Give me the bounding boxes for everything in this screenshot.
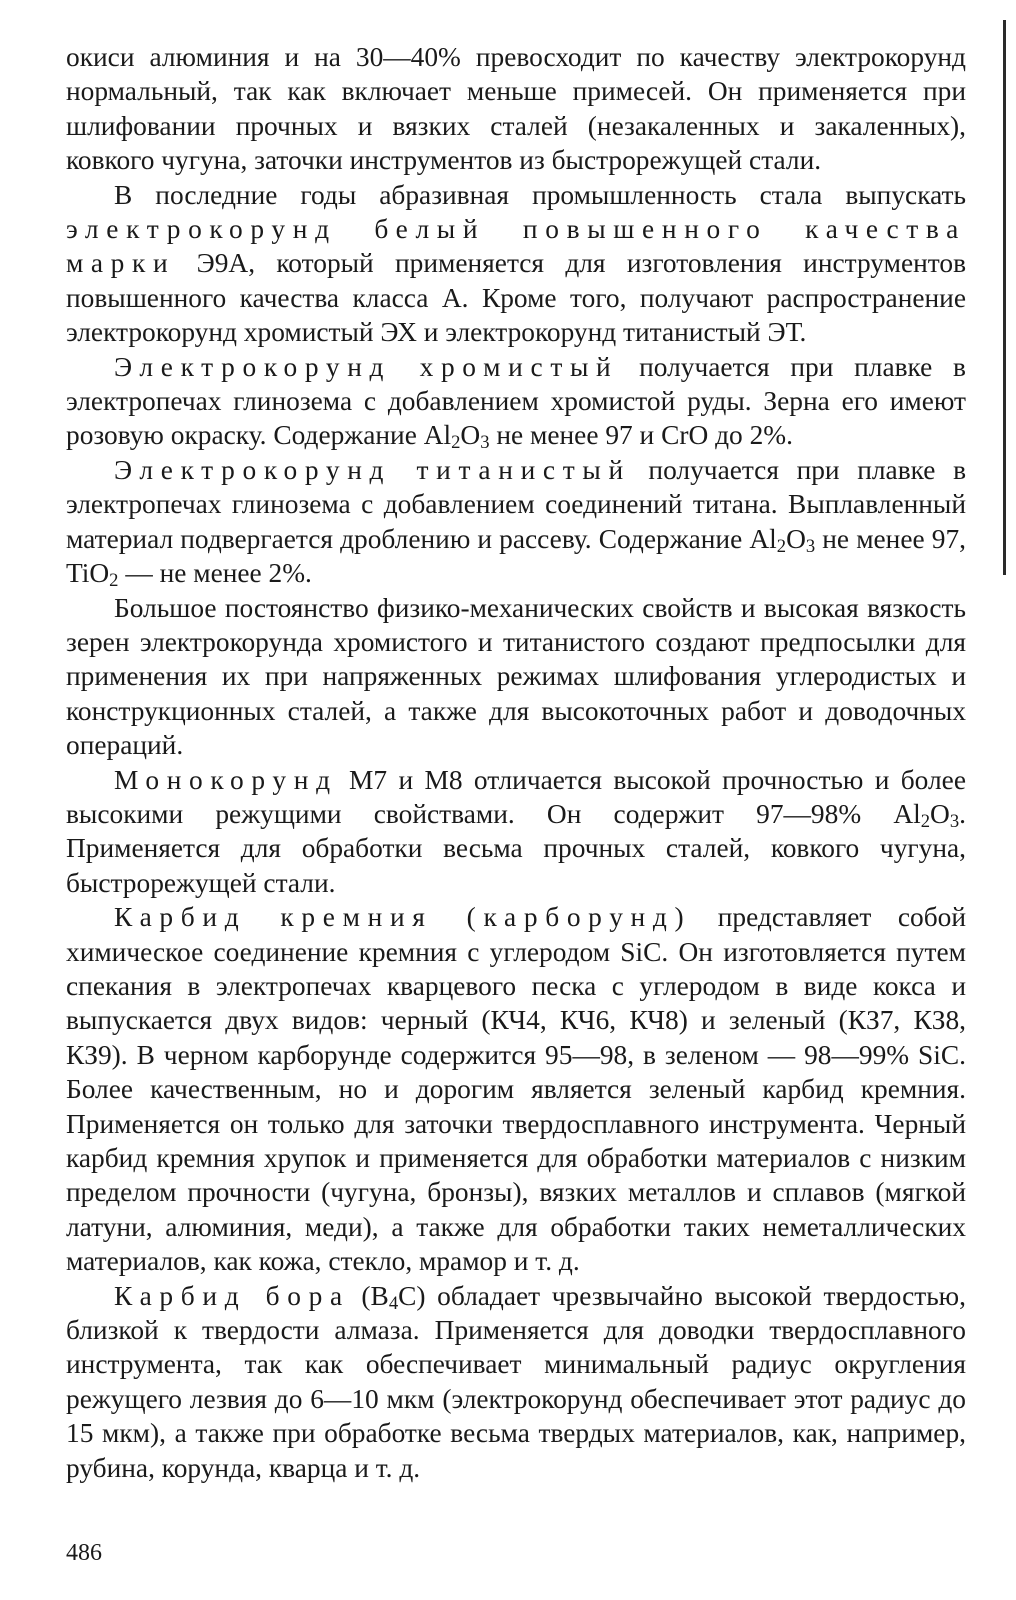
text-run: (B (349, 1280, 389, 1311)
subscript: 2 (776, 535, 787, 557)
text-run: Большое постоянство физико-механических свойств и высокая вязкость зерен электрокорунда хромистого и титанистого создают предпосылки для применения их при напряженных режимах шлифования углеродистых и конструкционных сталей, а также для высокоточных работ и доводочных операций. (66, 592, 966, 761)
subscript: 3 (480, 432, 490, 454)
paragraph-monocorundum (66, 763, 966, 901)
text-run: . Применяется для обработки весьма прочных сталей, ковкого чугуна, быстрорежущей стали. (66, 798, 966, 898)
text-run: получается при плавке в электропечах глинозема с добавлением соединений титана. Выплавленный материал подвергается дроблению и рассеву. Содержание Al (66, 454, 967, 554)
spaced-term: Карбид бора (114, 1280, 350, 1311)
subscript: 3 (805, 535, 816, 557)
spaced-term: Электрокорунд титанистый (114, 454, 631, 485)
subscript: 2 (109, 570, 119, 592)
text-run: O (460, 420, 481, 451)
paragraph-titanium-electrocorundum (66, 453, 966, 591)
text-run: окиси алюминия и на 30—40% превосходит по качеству электрокорунд нормальный, так как включает меньше примесей. Он применяется при шлифовании прочных и вязких сталей (незакаленных и закаленных), ковкого чугуна, заточки инструментов из быстрорежущей стали. (66, 42, 966, 176)
paragraph-boron-carbide (66, 1279, 966, 1485)
text-run: В последние годы абразивная промышленность стала выпускать (114, 179, 966, 210)
text-run: — не менее 2%. (118, 558, 312, 589)
text-run: O (930, 798, 950, 829)
spaced-term: электрокорунд белый повышенного качества марки (66, 214, 966, 279)
subscript: 2 (920, 811, 931, 833)
page-number: 486 (66, 1540, 102, 1566)
text-run: получается при плавке в электропечах глинозема с добавлением хромистой руды. Зерна его имеют розовую окраску. Содержание Al (66, 351, 966, 451)
page-body (66, 40, 966, 1485)
paragraph-alumina-continuation (66, 40, 966, 178)
text-run: представляет собой химическое соединение кремния с углеродом SiC. Он изготовляется путем спекания в электропечах кварцевого песка с углеродом в виде кокса и выпускается двух видов: черный (КЧ4, КЧ6, КЧ8) и зеленый (КЗ7, КЗ8, КЗ9). В черном карборунде содержится 95—98, в зеленом — 98—99% SiC. Более качественным, но и дорогим является зеленый карбид кремния. Применяется он только для заточки твердосплавного инструмента. Черный карбид кремния хрупок и применяется для обработки материалов с низким пределом прочности (чугуна, бронзы), вязких металлов и сплавов (мягкой латуни, алюминия, меди), а также для обработки таких неметаллических материалов, как кожа, стекло, мрамор и т. д. (66, 902, 966, 1277)
spaced-term: Карбид кремния (карборунд) (114, 902, 692, 933)
spaced-term: Электрокорунд хромистый (114, 351, 619, 382)
spaced-term: Монокорунд (114, 764, 338, 795)
text-run: не менее 97 и CrO до 2%. (489, 420, 793, 451)
subscript: 2 (451, 432, 461, 454)
text-run: O (786, 523, 806, 554)
subscript: 3 (949, 811, 960, 833)
subscript: 4 (388, 1292, 399, 1314)
margin-rule (1003, 20, 1006, 575)
text-run: М7 и М8 отличается высокой прочностью и более высокими режущими свойствами. Он содержит 97—98% Al (66, 764, 966, 829)
text-run: C) обладает чрезвычайно высокой твердостью, близкой к твердости алмаза. Применяется для доводки твердосплавного инструмента, так как обеспечивает минимальный радиус округления режущего лезвия до 6—10 мкм (электрокорунд обеспечивает этот радиус до 15 мкм), а также при обработке весьма твердых материалов, как, например, рубина, корунда, кварца и т. д. (66, 1280, 966, 1483)
paragraph-white-electrocorundum (66, 178, 966, 350)
text-run: не менее 97, TiO (66, 523, 967, 589)
paragraph-silicon-carbide (66, 900, 966, 1278)
paragraph-chromium-electrocorundum (66, 350, 966, 453)
paragraph-properties (66, 591, 966, 763)
text-run: Э9А, который применяется для изготовления инструментов повышенного качества класса А. Кроме того, получают распространение электрокорунд хромистый ЭХ и электрокорунд титанистый ЭТ. (66, 248, 966, 348)
